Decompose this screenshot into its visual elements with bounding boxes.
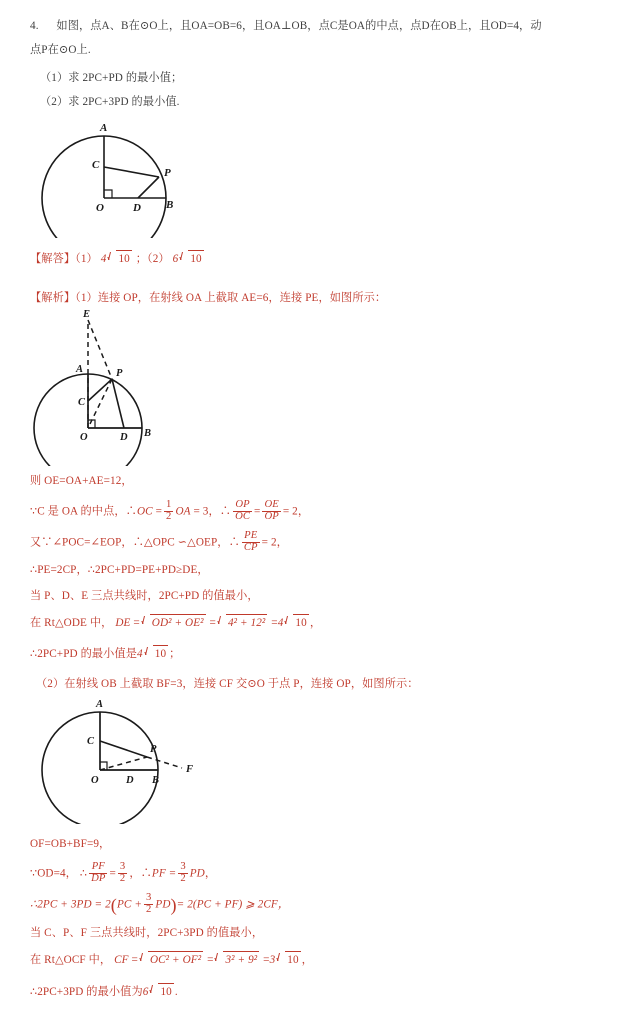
analysis-od-prefix: ∵OD=4， xyxy=(30,867,77,880)
analysis-ratio-op-oc: $\frac{OP}{OC}$ xyxy=(235,499,251,522)
analysis-ratio-pf-dp: $\frac{PF}{DP}$ xyxy=(91,861,106,884)
analysis-line-collinear-1: 当 P、D、E 三点共线时，2PC+PD 的值最小， xyxy=(30,590,259,602)
analysis-expr-lead: ∴2PC + 3PD = 2 xyxy=(30,898,111,911)
analysis-expr-mid: = 2(PC + PF) ⩾ 2CF， xyxy=(176,898,290,911)
analysis-oc-value: = 3， xyxy=(193,505,220,518)
analysis-expr-paren-close: ) xyxy=(170,895,177,916)
analysis-ratio-value: = 2， xyxy=(282,505,310,518)
analysis-pf-lhs-2: PF = xyxy=(151,867,177,880)
analysis-line-similar xyxy=(30,531,288,554)
analysis-line-min-1 xyxy=(30,645,180,662)
analysis-line-cf xyxy=(30,951,313,968)
problem-number: 4. xyxy=(30,20,39,32)
analysis-intro-text-1: （1）连接 OP，在射线 OA 上截取 AE=6，连接 PE，如图所示： xyxy=(75,292,387,304)
analysis-figure-part2 xyxy=(30,694,260,824)
analysis-cf-coef: 3 xyxy=(269,954,276,966)
figure3-label-C: C xyxy=(87,736,95,747)
analysis-de-radical-1: OD² + OE² xyxy=(141,614,206,631)
figure2-label-C: C xyxy=(78,397,86,408)
analysis-de-eq-3: = xyxy=(271,617,278,629)
analysis-intro-part2: （2）在射线 OB 上截取 BF=3，连接 CF 交⊙O 于点 P，连接 OP，如图所示： xyxy=(36,678,419,690)
figure2-label-P: P xyxy=(116,368,123,379)
figure3-label-O: O xyxy=(91,775,99,786)
analysis-similar-then: ∴ xyxy=(228,536,240,549)
analysis-rt-ocf-prefix: 在 Rt△OCF 中， xyxy=(30,954,112,966)
figure3-label-D: D xyxy=(126,775,134,786)
analysis-ratio-oe-op: $\frac{OE}{OP}$ xyxy=(264,499,279,522)
analysis-line-collinear-2: 当 C、P、F 三点共线时，2PC+3PD 的值最小， xyxy=(30,927,264,939)
analysis-figure-part1 xyxy=(26,306,206,466)
analysis-line-of: OF=OB+BF=9， xyxy=(30,838,111,850)
analysis-expr-inner-fraction: $\frac{3}{2}$ xyxy=(145,892,152,915)
analysis-oc-left: OC xyxy=(136,505,153,518)
analysis-tag: 【解析】 xyxy=(30,292,76,304)
answer-line xyxy=(30,250,205,267)
problem-statement-line-1 xyxy=(30,18,542,34)
analysis-oc-eq: = xyxy=(155,505,163,518)
analysis-line-oe: 则 OE=OA+AE=12， xyxy=(30,475,133,487)
analysis-de-radical-3: 10 xyxy=(284,614,308,631)
analysis-oc-oa: OA xyxy=(175,505,191,518)
analysis-de-coef: 4 xyxy=(277,617,284,629)
answer-part2-prefix: （2） xyxy=(147,253,170,265)
figure1-label-D: D xyxy=(133,202,141,214)
analysis-line-pe: ∴PE=2CP，∴2PC+PD=PE+PD≥DE， xyxy=(30,564,209,576)
figure2-label-O: O xyxy=(80,432,88,443)
analysis-pf-mid: ，∴ xyxy=(129,867,152,880)
analysis-expr-inner-left: PC + xyxy=(116,898,142,911)
answer-part1-radical: 10 xyxy=(107,250,131,267)
analysis-de-eq-1: = xyxy=(133,617,140,629)
analysis-ratio-then: ∴ xyxy=(219,505,232,518)
answer-part2-radical: 10 xyxy=(179,250,203,267)
problem-part-1: （1）求 2PC+PD 的最小值； xyxy=(40,72,183,84)
analysis-oc-fraction: $\frac{1}{2}$ xyxy=(166,499,172,522)
answer-tag: 【解答】 xyxy=(30,253,76,265)
figure2-label-E: E xyxy=(83,309,91,320)
analysis-pf-tail: ， xyxy=(204,867,217,880)
analysis-cf-radical-2: 3² + 9² xyxy=(214,951,259,968)
analysis-min1-prefix: ∴2PC+PD 的最小值是 xyxy=(30,648,138,660)
analysis-ratio-eq: = xyxy=(254,505,261,518)
analysis-line-oc-ratio xyxy=(30,500,309,523)
figure1-label-B: B xyxy=(166,199,174,211)
analysis-oc-prefix: ∵C 是 OA 的中点， xyxy=(30,505,126,518)
figure2-label-D: D xyxy=(120,432,128,443)
problem-figure xyxy=(26,118,216,238)
analysis-line-de xyxy=(30,614,321,631)
analysis-angle-prefix: 又∵∠POC=∠EOP， xyxy=(30,536,133,549)
analysis-pe-value: = 2， xyxy=(261,536,288,549)
figure3-label-B: B xyxy=(152,775,160,786)
analysis-min1-radical: 10 xyxy=(144,645,168,662)
figure3-label-P: P xyxy=(150,744,157,755)
answer-part2-coef: 6 xyxy=(172,253,179,265)
analysis-min2-tail: . xyxy=(174,986,178,998)
analysis-od-therefore: ∴ xyxy=(79,867,88,880)
analysis-min1-tail: ； xyxy=(169,648,181,660)
analysis-cf-lhs: CF xyxy=(114,954,129,966)
analysis-de-radical-2: 4² + 12² xyxy=(217,614,267,631)
analysis-cf-tail: ， xyxy=(301,954,313,966)
analysis-line-min-2 xyxy=(30,983,178,1000)
analysis-pf-rhs-2: PD xyxy=(189,867,205,880)
analysis-expr-paren-open: ( xyxy=(110,895,117,916)
figure3-label-F: F xyxy=(186,764,194,775)
analysis-cf-radical-3: 10 xyxy=(276,951,300,968)
answer-separator: ； xyxy=(135,253,148,265)
problem-statement-text-1: 如图，点A、B在⊙O上，且OA=OB=6，且OA⊥OB，点C是OA的中点，点D在OB上，且OD=4，动 xyxy=(56,20,542,32)
analysis-intro-part1 xyxy=(30,290,386,306)
problem-part-2: （2）求 2PC+3PD 的最小值. xyxy=(40,96,180,108)
analysis-cf-eq-2: = xyxy=(207,954,214,966)
analysis-de-tail: ， xyxy=(309,617,322,629)
figure1-label-P: P xyxy=(164,167,171,179)
problem-statement-line-2 xyxy=(30,42,91,58)
analysis-rt-ode-prefix: 在 Rt△ODE 中， xyxy=(30,617,113,629)
analysis-oc-therefore: ∴ xyxy=(125,505,137,518)
analysis-min2-radical: 10 xyxy=(149,983,173,1000)
analysis-de-lhs: DE xyxy=(115,617,131,629)
analysis-cf-eq-1: = xyxy=(131,954,138,966)
figure3-label-A: A xyxy=(96,699,104,710)
analysis-line-expression xyxy=(30,893,289,916)
analysis-similar-text: ∴△OPC ∽△OEP， xyxy=(132,536,229,549)
figure1-label-O: O xyxy=(96,202,104,214)
analysis-min1-coef: 4 xyxy=(137,648,143,660)
analysis-cf-radical-1: OC² + OF² xyxy=(139,951,203,968)
analysis-line-pf-ratio xyxy=(30,862,216,885)
analysis-min2-prefix: ∴2PC+3PD 的最小值为 xyxy=(30,986,143,998)
figure1-label-A: A xyxy=(100,122,108,134)
analysis-de-eq-2: = xyxy=(209,617,216,629)
answer-part1-prefix: （1） xyxy=(75,253,98,265)
analysis-expr-inner-right: PD xyxy=(155,898,171,911)
analysis-min2-coef: 6 xyxy=(142,986,149,998)
figure2-label-A: A xyxy=(76,364,84,375)
analysis-ratio-pe-cp: $\frac{PE}{CP}$ xyxy=(243,530,258,553)
problem-statement-text-2: 点P在⊙O上. xyxy=(30,44,91,56)
analysis-pf-fraction-2: $\frac{3}{2}$ xyxy=(180,861,186,884)
analysis-cf-eq-3: = xyxy=(263,954,270,966)
analysis-pf-fraction: $\frac{3}{2}$ xyxy=(119,861,126,884)
figure2-label-B: B xyxy=(144,428,152,439)
figure1-label-C: C xyxy=(92,159,100,171)
answer-part1-coef: 4 xyxy=(100,253,107,265)
analysis-pf-eq: = xyxy=(109,867,116,880)
